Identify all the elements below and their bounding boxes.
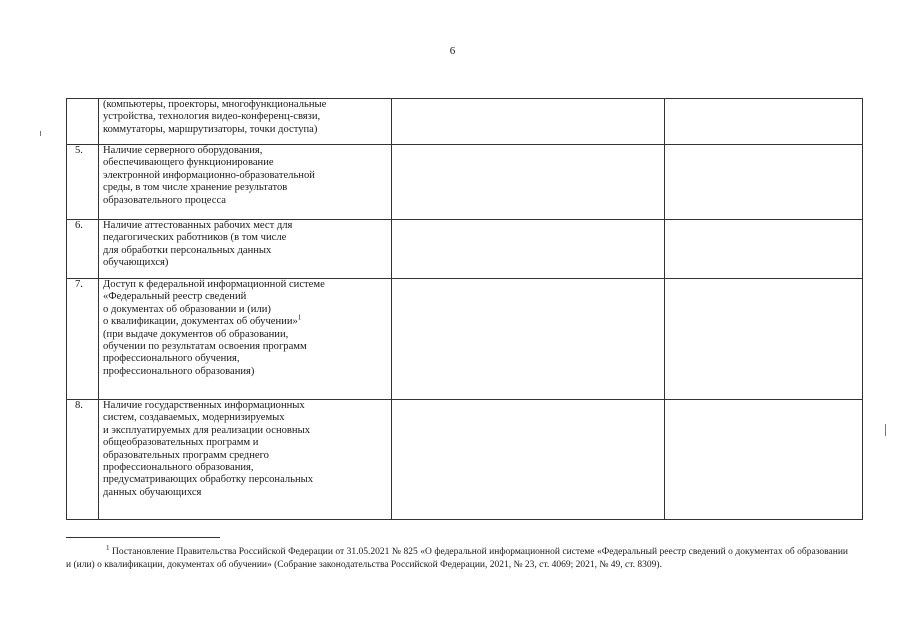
footnote <box>66 543 848 571</box>
scan-artifact <box>40 131 41 136</box>
table-row <box>67 279 863 400</box>
footnote-marker: 1 <box>106 543 110 552</box>
footnote-reference: 1 <box>297 313 302 322</box>
row-number: 5. <box>67 145 99 220</box>
row-number: 8. <box>67 400 99 520</box>
empty-cell <box>392 400 665 520</box>
empty-cell <box>665 279 863 400</box>
row-number: 7. <box>67 279 99 400</box>
page-number: 6 <box>449 45 456 57</box>
row-description-text: Доступ к федеральной информационной системе «Федеральный реестр сведений о документах об образовании и (или) о квалификации, документах об обучении» <box>103 279 325 328</box>
empty-cell <box>392 220 665 279</box>
requirements-table <box>66 98 863 520</box>
table-row <box>67 145 863 220</box>
row-description-text: (при выдаче документов об образовании, обучении по результатам освоения программ профессионального обучения, профессионального образования) <box>103 328 307 377</box>
footnote-separator <box>66 537 220 538</box>
empty-cell <box>665 220 863 279</box>
empty-cell <box>392 99 665 145</box>
table-row <box>67 220 863 279</box>
row-number: 6. <box>67 220 99 279</box>
row-number <box>67 99 99 145</box>
empty-cell <box>665 145 863 220</box>
empty-cell <box>392 279 665 400</box>
scan-artifact <box>885 424 886 436</box>
empty-cell <box>665 99 863 145</box>
table-row <box>67 400 863 520</box>
row-description: Наличие серверного оборудования, обеспечивающего функционирование электронной информационно-образовательной среды, в том числе хранение результатов образовательного процесса <box>99 145 392 220</box>
row-description <box>99 279 392 400</box>
empty-cell <box>665 400 863 520</box>
row-description: (компьютеры, проекторы, многофункциональные устройства, технология видео-конференц-связи, коммутаторы, маршрутизаторы, точки доступа) <box>99 99 392 145</box>
table-row <box>67 99 863 145</box>
row-description: Наличие государственных информационных систем, создаваемых, модернизируемых и эксплуатируемых для реализации основных общеобразовательных программ и образовательных программ среднего профессионального образования, предусматривающих обработку персональных данных обучающихся <box>99 400 392 520</box>
empty-cell <box>392 145 665 220</box>
row-description: Наличие аттестованных рабочих мест для педагогических работников (в том числе для обработки персональных данных обучающихся) <box>99 220 392 279</box>
footnote-text: Постановление Правительства Российской Федерации от 31.05.2021 № 825 «О федеральной информационной системе «Федеральный реестр сведений о документах об образовании и (или) о квалификации, документах об обучении» (Собрание законодательства Российской Федерации, 2021, № 23, ст. 4069; 2021, № 49, ст. 8309). <box>66 547 848 570</box>
